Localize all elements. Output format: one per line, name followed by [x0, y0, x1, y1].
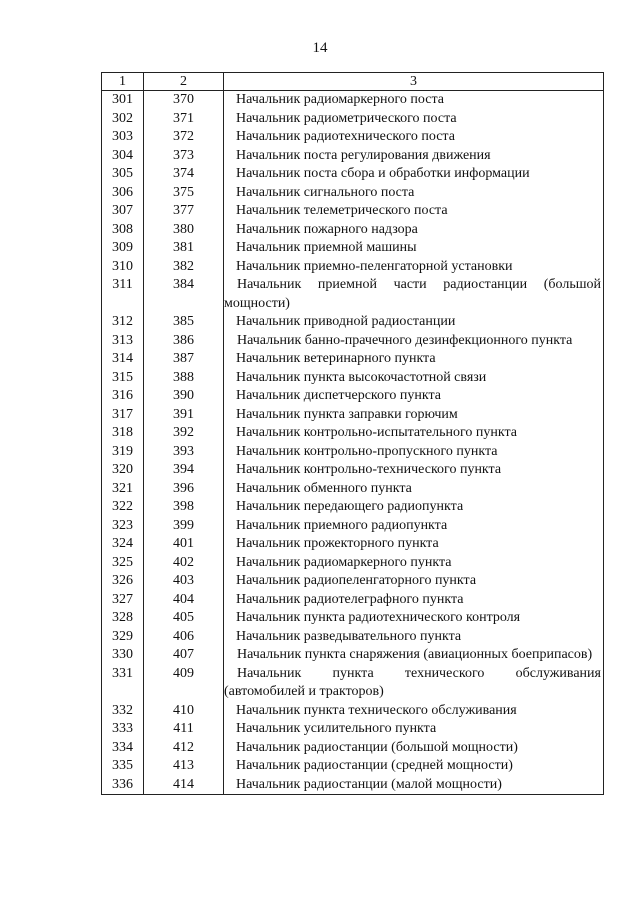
row-number: 326 — [102, 572, 144, 591]
row-number: 316 — [102, 387, 144, 406]
table-row — [102, 443, 604, 462]
row-code: 404 — [144, 591, 224, 610]
table-row — [102, 498, 604, 517]
table-row — [102, 91, 604, 110]
table-row — [102, 665, 604, 702]
table-row — [102, 369, 604, 388]
row-title: Начальник банно-прачечного дезинфекционного пункта — [224, 332, 604, 351]
positions-table — [101, 72, 604, 795]
row-title: Начальник пункта снаряжения (авиационных боеприпасов) — [224, 646, 604, 665]
row-code: 399 — [144, 517, 224, 536]
table-row — [102, 128, 604, 147]
column-header-code: 2 — [144, 73, 224, 91]
row-title: Начальник ветеринарного пункта — [224, 350, 604, 369]
row-number: 318 — [102, 424, 144, 443]
row-number: 328 — [102, 609, 144, 628]
row-number: 311 — [102, 276, 144, 313]
table-header-row — [102, 73, 604, 91]
row-number: 317 — [102, 406, 144, 425]
table-row — [102, 276, 604, 313]
row-title: Начальник контрольно-испытательного пункта — [224, 424, 604, 443]
row-code: 402 — [144, 554, 224, 573]
row-code: 398 — [144, 498, 224, 517]
table-row — [102, 239, 604, 258]
row-code: 390 — [144, 387, 224, 406]
row-code: 412 — [144, 739, 224, 758]
row-code: 374 — [144, 165, 224, 184]
row-title: Начальник приемно-пеленгаторной установки — [224, 258, 604, 277]
row-number: 329 — [102, 628, 144, 647]
row-title: Начальник сигнального поста — [224, 184, 604, 203]
row-title: Начальник приемной машины — [224, 239, 604, 258]
row-title: Начальник контрольно-пропускного пункта — [224, 443, 604, 462]
row-title: Начальник радиомаркерного пункта — [224, 554, 604, 573]
row-number: 303 — [102, 128, 144, 147]
table-row — [102, 776, 604, 795]
row-number: 323 — [102, 517, 144, 536]
row-number: 305 — [102, 165, 144, 184]
row-title: Начальник приемной части радиостанции (большой мощности) — [224, 276, 604, 313]
row-code: 381 — [144, 239, 224, 258]
table-row — [102, 110, 604, 129]
row-code: 375 — [144, 184, 224, 203]
column-header-number: 1 — [102, 73, 144, 91]
row-title: Начальник радиостанции (малой мощности) — [224, 776, 604, 795]
row-code: 391 — [144, 406, 224, 425]
table-row — [102, 757, 604, 776]
row-code: 393 — [144, 443, 224, 462]
row-number: 312 — [102, 313, 144, 332]
row-title: Начальник телеметрического поста — [224, 202, 604, 221]
row-code: 392 — [144, 424, 224, 443]
row-code: 370 — [144, 91, 224, 110]
table-row — [102, 424, 604, 443]
table-row — [102, 646, 604, 665]
table-row — [102, 628, 604, 647]
row-code: 377 — [144, 202, 224, 221]
row-number: 306 — [102, 184, 144, 203]
row-number: 324 — [102, 535, 144, 554]
table-row — [102, 517, 604, 536]
row-title: Начальник диспетчерского пункта — [224, 387, 604, 406]
row-code: 382 — [144, 258, 224, 277]
row-number: 304 — [102, 147, 144, 166]
row-title: Начальник радиометрического поста — [224, 110, 604, 129]
row-title: Начальник пожарного надзора — [224, 221, 604, 240]
row-number: 320 — [102, 461, 144, 480]
row-title: Начальник радиотелеграфного пункта — [224, 591, 604, 610]
table-row — [102, 480, 604, 499]
row-number: 331 — [102, 665, 144, 702]
table-row — [102, 461, 604, 480]
table-row — [102, 535, 604, 554]
row-title: Начальник контрольно-технического пункта — [224, 461, 604, 480]
row-number: 322 — [102, 498, 144, 517]
row-title: Начальник пункта технического обслуживания (автомобилей и тракторов) — [224, 665, 604, 702]
row-title: Начальник пункта радиотехнического контроля — [224, 609, 604, 628]
row-number: 333 — [102, 720, 144, 739]
row-number: 302 — [102, 110, 144, 129]
row-title: Начальник радиомаркерного поста — [224, 91, 604, 110]
row-title: Начальник поста регулирования движения — [224, 147, 604, 166]
row-code: 388 — [144, 369, 224, 388]
table-row — [102, 702, 604, 721]
row-number: 307 — [102, 202, 144, 221]
table-row — [102, 406, 604, 425]
row-code: 387 — [144, 350, 224, 369]
row-code: 405 — [144, 609, 224, 628]
row-number: 314 — [102, 350, 144, 369]
row-number: 319 — [102, 443, 144, 462]
table-row — [102, 572, 604, 591]
row-number: 308 — [102, 221, 144, 240]
row-title: Начальник передающего радиопункта — [224, 498, 604, 517]
column-header-title: 3 — [224, 73, 604, 91]
row-title: Начальник усилительного пункта — [224, 720, 604, 739]
row-number: 330 — [102, 646, 144, 665]
row-title: Начальник поста сбора и обработки информации — [224, 165, 604, 184]
row-title: Начальник пункта заправки горючим — [224, 406, 604, 425]
table-row — [102, 591, 604, 610]
row-number: 321 — [102, 480, 144, 499]
table-row — [102, 609, 604, 628]
table-row — [102, 554, 604, 573]
row-number: 325 — [102, 554, 144, 573]
row-title: Начальник радиостанции (большой мощности) — [224, 739, 604, 758]
table-row — [102, 258, 604, 277]
row-title: Начальник радиопеленгаторного пункта — [224, 572, 604, 591]
row-code: 384 — [144, 276, 224, 313]
row-number: 313 — [102, 332, 144, 351]
table-row — [102, 350, 604, 369]
row-code: 410 — [144, 702, 224, 721]
table-row — [102, 313, 604, 332]
row-code: 401 — [144, 535, 224, 554]
row-code: 380 — [144, 221, 224, 240]
row-code: 407 — [144, 646, 224, 665]
row-code: 411 — [144, 720, 224, 739]
table-row — [102, 202, 604, 221]
row-code: 372 — [144, 128, 224, 147]
row-title: Начальник приемного радиопункта — [224, 517, 604, 536]
row-number: 334 — [102, 739, 144, 758]
page-number: 14 — [312, 40, 328, 56]
row-number: 332 — [102, 702, 144, 721]
row-title: Начальник приводной радиостанции — [224, 313, 604, 332]
row-number: 301 — [102, 91, 144, 110]
row-number: 327 — [102, 591, 144, 610]
row-code: 385 — [144, 313, 224, 332]
row-number: 336 — [102, 776, 144, 795]
row-number: 310 — [102, 258, 144, 277]
table-row — [102, 184, 604, 203]
row-title: Начальник радиотехнического поста — [224, 128, 604, 147]
row-code: 406 — [144, 628, 224, 647]
row-number: 335 — [102, 757, 144, 776]
row-code: 414 — [144, 776, 224, 795]
row-number: 315 — [102, 369, 144, 388]
table-row — [102, 739, 604, 758]
table-row — [102, 221, 604, 240]
table-row — [102, 387, 604, 406]
row-title: Начальник разведывательного пункта — [224, 628, 604, 647]
row-code: 409 — [144, 665, 224, 702]
row-code: 371 — [144, 110, 224, 129]
row-title: Начальник прожекторного пункта — [224, 535, 604, 554]
table-row — [102, 332, 604, 351]
row-code: 396 — [144, 480, 224, 499]
row-title: Начальник обменного пункта — [224, 480, 604, 499]
row-title: Начальник радиостанции (средней мощности) — [224, 757, 604, 776]
row-number: 309 — [102, 239, 144, 258]
table-row — [102, 720, 604, 739]
row-title: Начальник пункта высокочастотной связи — [224, 369, 604, 388]
row-code: 386 — [144, 332, 224, 351]
row-code: 394 — [144, 461, 224, 480]
row-code: 373 — [144, 147, 224, 166]
table-row — [102, 147, 604, 166]
row-code: 413 — [144, 757, 224, 776]
table-row — [102, 165, 604, 184]
row-code: 403 — [144, 572, 224, 591]
row-title: Начальник пункта технического обслуживания — [224, 702, 604, 721]
